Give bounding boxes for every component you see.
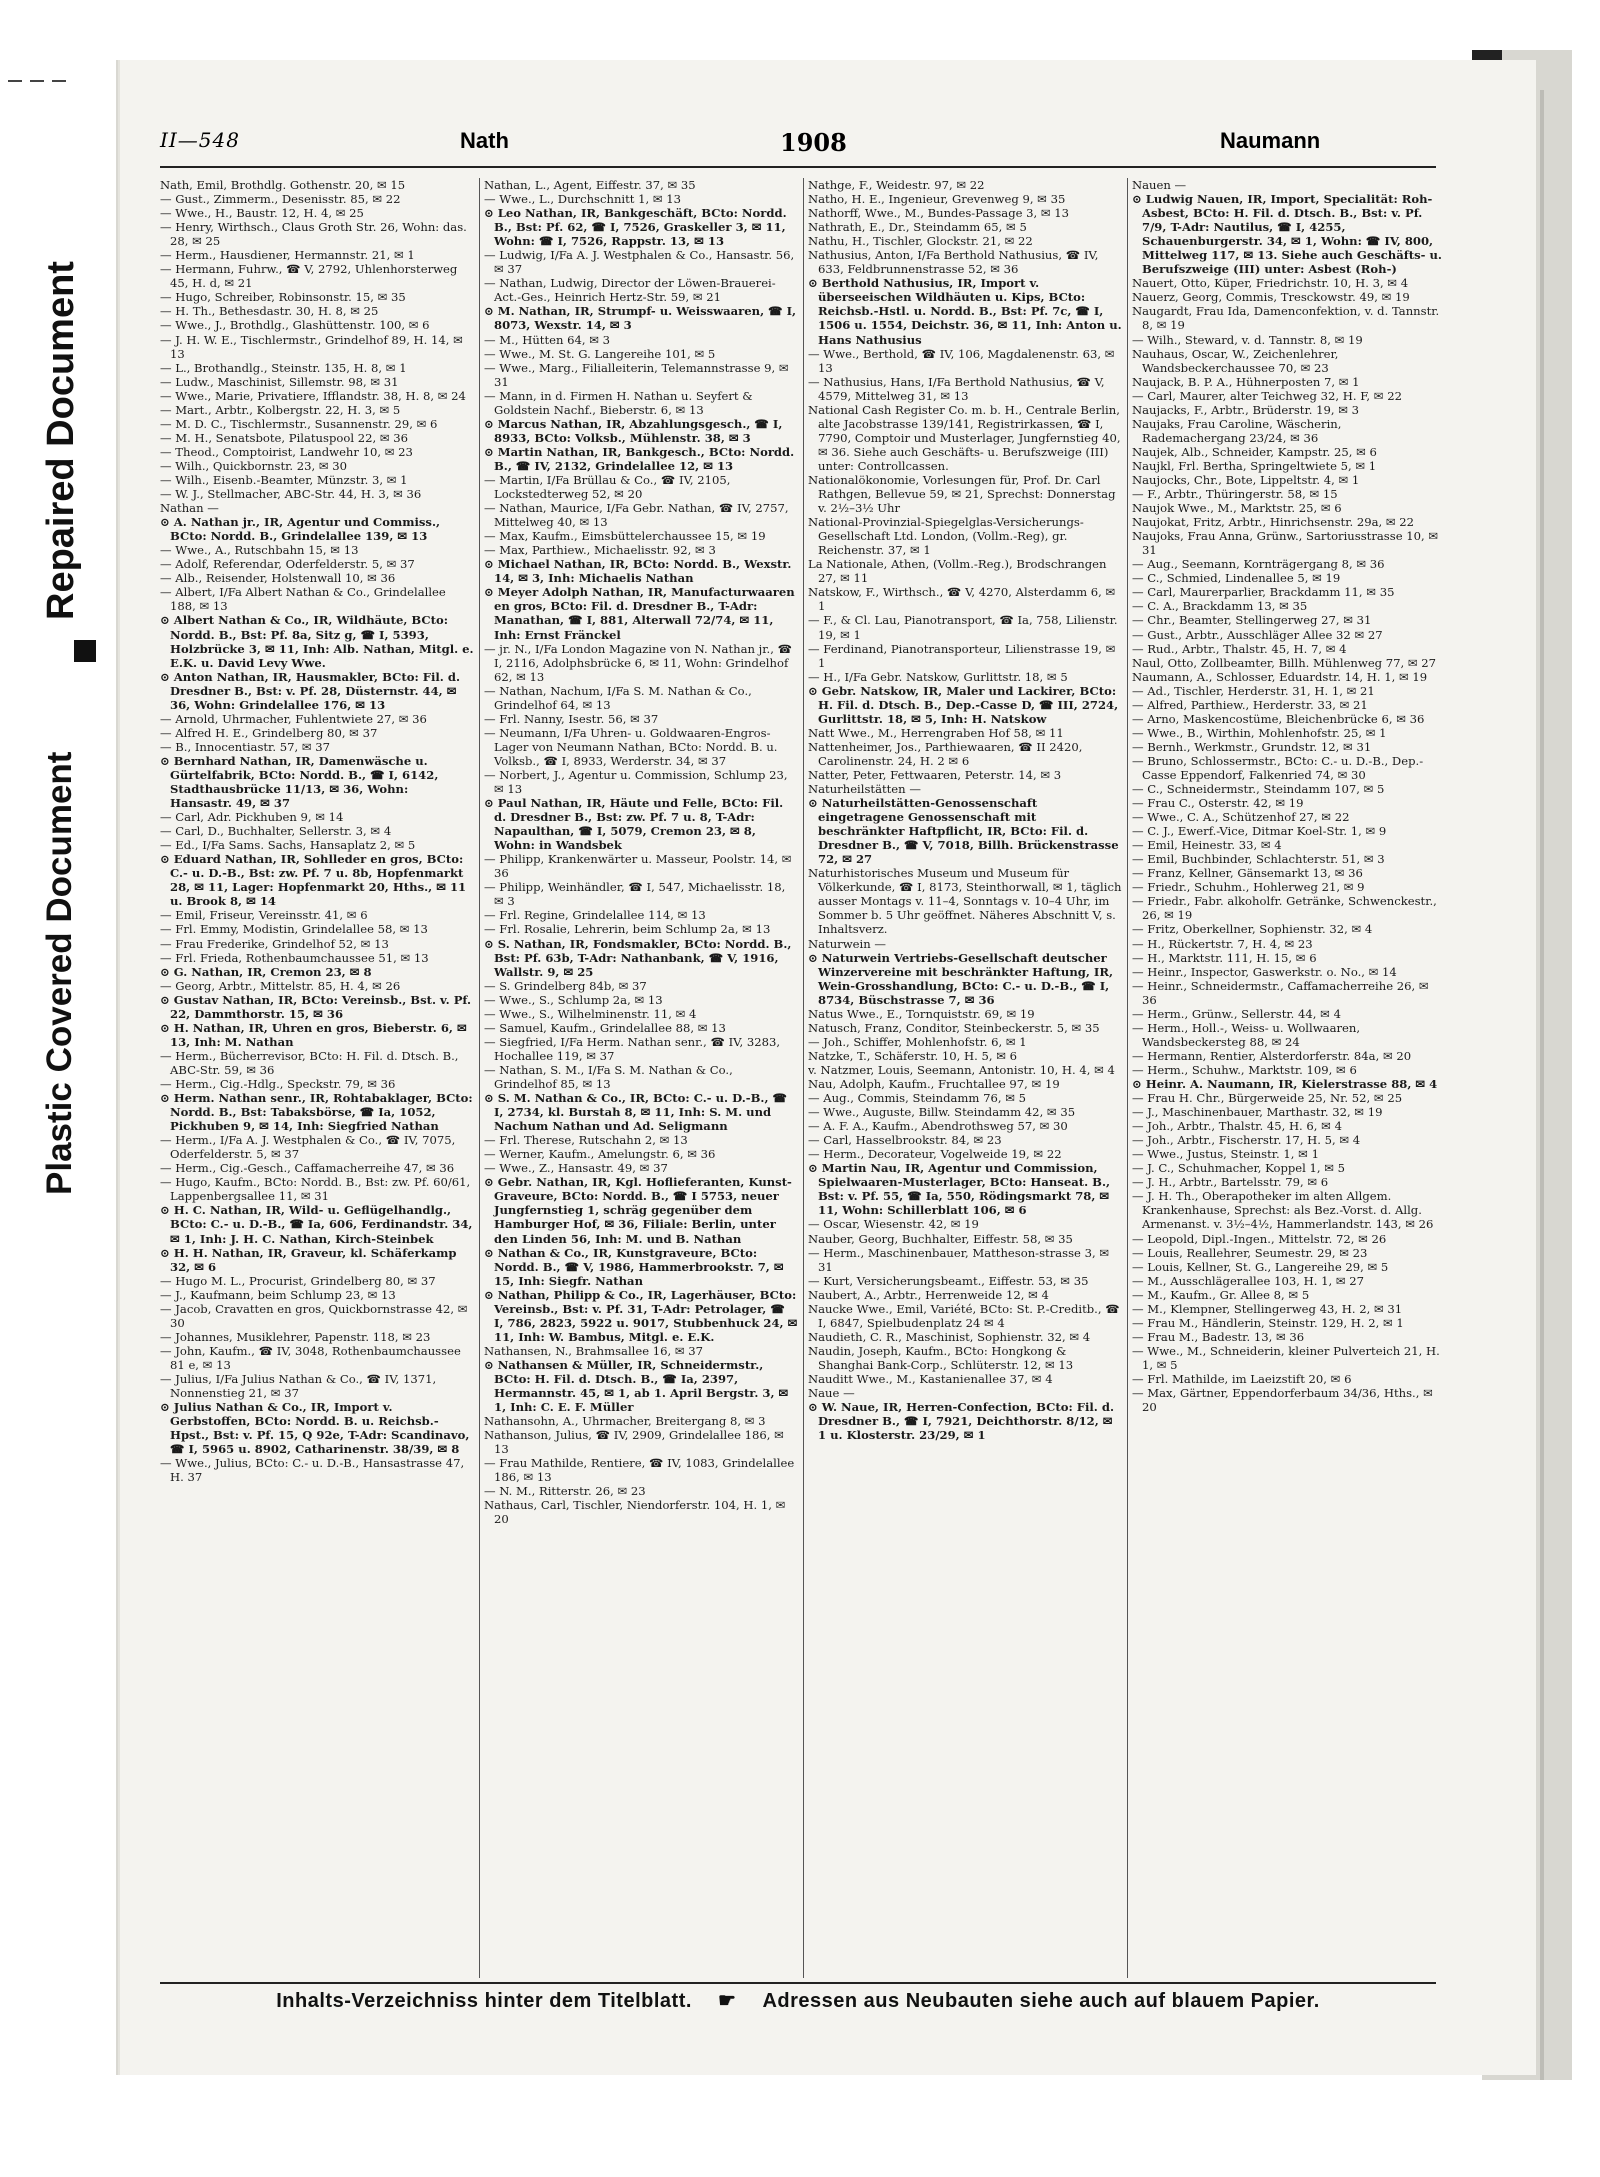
- directory-entry: ⊙ G. Nathan, IR, Cremon 23, ✉ 8: [160, 964, 372, 979]
- directory-entry: — Frl. Mathilde, im Laeizstift 20, ✉ 6: [1132, 1371, 1352, 1386]
- directory-entry: — Max, Gärtner, Eppendorferbaum 34/36, Hths., ✉ 20: [1132, 1386, 1433, 1415]
- column-divider: [803, 178, 804, 1978]
- directory-entry: — Ed., I/Fa Sams. Sachs, Hansaplatz 2, ✉ 5: [160, 838, 416, 853]
- directory-entry: — Ferdinand, Pianotransporteur, Lilienstrasse 19, ✉ 1: [808, 641, 1116, 670]
- directory-entry: — Wilh., Steward, v. d. Tannstr. 8, ✉ 19: [1132, 332, 1363, 347]
- directory-entry: — Frl. Emmy, Modistin, Grindelallee 58, ✉ 13: [160, 922, 428, 937]
- directory-entry: — Herm., Hausdiener, Hermannstr. 21, ✉ 1: [160, 248, 415, 263]
- directory-entry: — Wwe., Auguste, Billw. Steindamm 42, ✉ 35: [808, 1105, 1076, 1120]
- page-header: [160, 128, 1440, 162]
- directory-entry: — Werner, Kaufm., Amelungstr. 6, ✉ 36: [484, 1147, 716, 1162]
- directory-entry: ⊙ Martin Nau, IR, Agentur und Commission, Spielwaaren-Musterlager, BCto: Hanseat. B., Bst: v. Pf. 55, ☎ Ia, 550, Rödingsmarkt 78, ✉ 11, Wohn: Schillerblatt 106, ✉ 6: [808, 1161, 1111, 1218]
- directory-entry: — Georg, Arbtr., Mittelstr. 85, H. 4, ✉ 26: [160, 978, 401, 993]
- directory-entry: — Wwe., C. A., Schützenhof 27, ✉ 22: [1132, 810, 1350, 825]
- directory-column-3: [808, 178, 1122, 1976]
- directory-entry: Nathan, L., Agent, Eiffestr. 37, ✉ 35: [484, 178, 696, 192]
- directory-entry: — F., & Cl. Lau, Pianotransport, ☎ Ia, 758, Lilienstr. 19, ✉ 1: [808, 613, 1118, 642]
- directory-entry: ⊙ S. M. Nathan & Co., IR, BCto: C.- u. D.-B., ☎ I, 2734, kl. Burstah 8, ✉ 11, Inh: S. M. und Nachum Nathan und Ad. Seligmann: [484, 1091, 787, 1134]
- directory-entry: — J. H. Th., Oberapotheker im alten Allgem. Krankenhause, Sprechst: als Bez.-Vorst. d. Allg. Armenanst. v. 3½–4½, Hammerlandstr. 143, ✉ 26: [1132, 1189, 1434, 1232]
- directory-entry: — Nathan, Maurice, I/Fa Gebr. Nathan, ☎ IV, 2757, Mittelweg 40, ✉ 13: [484, 501, 789, 530]
- directory-entry: Natzke, T., Schäferstr. 10, H. 5, ✉ 6: [808, 1048, 1018, 1063]
- directory-entry: — Frau M., Badestr. 13, ✉ 36: [1132, 1329, 1305, 1344]
- directory-entry: — H., Rückertstr. 7, H. 4, ✉ 23: [1132, 936, 1313, 951]
- directory-entry: — M., Ausschlägerallee 103, H. 1, ✉ 27: [1132, 1273, 1364, 1288]
- directory-entry: — Bernh., Werkmstr., Grundstr. 12, ✉ 31: [1132, 739, 1372, 754]
- directory-entry: — Max, Kaufm., Eimsbüttelerchaussee 15, ✉ 19: [484, 529, 766, 544]
- directory-entry: ⊙ H. H. Nathan, IR, Graveur, kl. Schäferkamp 32, ✉ 6: [160, 1245, 457, 1274]
- edge-dash: [52, 80, 66, 82]
- directory-entry: — Theod., Comptoirist, Landwehr 10, ✉ 23: [160, 444, 413, 459]
- directory-entry: Naue —: [808, 1386, 855, 1401]
- directory-entry: Natusch, Franz, Conditor, Steinbeckerstr. 5, ✉ 35: [808, 1020, 1100, 1035]
- column-divider: [479, 178, 480, 1978]
- directory-entry: Nathan —: [160, 501, 219, 516]
- directory-entry: — Wwe., J., Brothdlg., Glashüttenstr. 100, ✉ 6: [160, 318, 430, 333]
- directory-entry: — John, Kaufm., ☎ IV, 3048, Rothenbaumchaussee 81 e, ✉ 13: [160, 1343, 461, 1372]
- directory-entry: ⊙ Nathan, Philipp & Co., IR, Lagerhäuser, BCto: Vereinsb., Bst: v. Pf. 31, T-Adr: Petrolager, ☎ I, 786, 2823, 5922 u. 9017, Stubbenhuck 24, ✉ 11, Inh: W. Bambus, Mitgl. e. E.K.: [484, 1287, 798, 1344]
- directory-entry: Nathansen, N., Brahmsallee 16, ✉ 37: [484, 1343, 704, 1358]
- directory-entry: Naujok Wwe., M., Marktstr. 25, ✉ 6: [1132, 501, 1342, 516]
- directory-entry: — Alb., Reisender, Holstenwall 10, ✉ 36: [160, 571, 396, 586]
- directory-entry: — Samuel, Kaufm., Grindelallee 88, ✉ 13: [484, 1020, 726, 1035]
- directory-entry: ⊙ W. Naue, IR, Herren-Confection, BCto: Fil. d. Dresdner B., ☎ I, 7921, Deichthorstr. 8/12, ✉ 1 u. Klosterstr. 23/29, ✉ 1: [808, 1400, 1115, 1443]
- directory-entry: ⊙ S. Nathan, IR, Fondsmakler, BCto: Nordd. B., Bst: Pf. 63b, T-Adr: Nathanbank, ☎ V, 1916, Wallstr. 9, ✉ 25: [484, 936, 792, 979]
- directory-entry: — A. F. A., Kaufm., Abendrothsweg 57, ✉ 30: [808, 1119, 1068, 1134]
- directory-entry: — Carl, Maurerparlier, Brackdamm 11, ✉ 35: [1132, 585, 1395, 600]
- directory-entry: Nathorff, Wwe., M., Bundes-Passage 3, ✉ 13: [808, 206, 1070, 221]
- column-divider: [1127, 178, 1128, 1978]
- directory-entry: — N. M., Ritterstr. 26, ✉ 23: [484, 1484, 646, 1499]
- directory-entry: — C. A., Brackdamm 13, ✉ 35: [1132, 599, 1308, 614]
- directory-entry: — Herm., Maschinenbauer, Mattheson-strasse 3, ✉ 31: [808, 1245, 1110, 1274]
- directory-entry: — Alfred, Parthiew., Herderstr. 33, ✉ 21: [1132, 697, 1368, 712]
- directory-entry: — Carl, Adr. Pickhuben 9, ✉ 14: [160, 810, 344, 825]
- directory-entry: — Chr., Beamter, Stellingerweg 27, ✉ 31: [1132, 613, 1372, 628]
- directory-entry: — Carl, Maurer, alter Teichweg 32, H. F, ✉ 22: [1132, 388, 1402, 403]
- directory-entry: ⊙ Eduard Nathan, IR, Sohlleder en gros, BCto: C.- u. D.-B., Bst: zw. Pf. 7 u. 8b, Hopfenmarkt 28, ✉ 11, Lager: Hopfenmarkt 20, Hths., ✉ 11 u. Brook 8, ✉ 14: [160, 852, 467, 909]
- directory-entry: — Herm., Decorateur, Vogelweide 19, ✉ 22: [808, 1147, 1062, 1162]
- side-label-strip: [0, 0, 100, 2177]
- edge-dash: [30, 80, 44, 82]
- directory-entry: — Frau Mathilde, Rentiere, ☎ IV, 1083, Grindelallee 186, ✉ 13: [484, 1456, 795, 1485]
- directory-entry: Nathusius, Anton, I/Fa Berthold Nathusius, ☎ IV, 633, Feldbrunnenstrasse 52, ✉ 36: [808, 248, 1099, 277]
- directory-entry: — Hugo, Kaufm., BCto: Nordd. B., Bst: zw. Pf. 60/61, Lappenbergsallee 11, ✉ 31: [160, 1175, 471, 1204]
- directory-entry: — Wwe., Marie, Privatiere, Ifflandstr. 38, H. 8, ✉ 24: [160, 388, 466, 403]
- directory-entry: Naugardt, Frau Ida, Damenconfektion, v. d. Tannstr. 8, ✉ 19: [1132, 304, 1440, 333]
- directory-entry: Nathge, F., Weidestr. 97, ✉ 22: [808, 178, 985, 192]
- header-right-word: Naumann: [1220, 128, 1321, 153]
- directory-entry: — F., Arbtr., Thüringerstr. 58, ✉ 15: [1132, 487, 1338, 502]
- directory-entry: — C., Schneidermstr., Steindamm 107, ✉ 5: [1132, 782, 1385, 797]
- directory-entry: Nath, Emil, Brothdlg. Gothenstr. 20, ✉ 15: [160, 178, 406, 192]
- directory-entry: Naudin, Joseph, Kaufm., BCto: Hongkong & Shanghai Bank-Corp., Schlüterstr. 12, ✉ 13: [808, 1343, 1074, 1372]
- directory-entry: — Alfred H. E., Grindelberg 80, ✉ 37: [160, 725, 378, 740]
- directory-entry: — Fritz, Oberkellner, Sophienstr. 32, ✉ 4: [1132, 922, 1373, 937]
- directory-entry: ⊙ Albert Nathan & Co., IR, Wildhäute, BCto: Nordd. B., Bst: Pf. 8a, Sitz g, ☎ I, 5393, Holzbrücke 3, ✉ 11, Inh: Alb. Nathan, Mitgl. e. E.K. u. David Levy Wwe.: [160, 613, 474, 670]
- directory-entry: — Arno, Maskencostüme, Bleichenbrücke 6, ✉ 36: [1132, 711, 1425, 726]
- directory-entry: — Frl. Frieda, Rothenbaumchaussee 51, ✉ 13: [160, 950, 429, 965]
- page-footer: [160, 1988, 1436, 2018]
- directory-entry: — Ludwig, I/Fa A. J. Westphalen & Co., Hansastr. 56, ✉ 37: [484, 248, 795, 277]
- directory-entry: ⊙ Paul Nathan, IR, Häute und Felle, BCto: Fil. d. Dresdner B., Bst: zw. Pf. 7 u. 8, T-Adr: Napaulthan, ☎ I, 5079, Cremon 23, ✉ 8, Wohn: in Wandsbek: [484, 796, 784, 853]
- directory-entry: Naujacks, F., Arbtr., Brüderstr. 19, ✉ 3: [1132, 402, 1359, 417]
- directory-entry: Naujack, B. P. A., Hühnerposten 7, ✉ 1: [1132, 374, 1360, 389]
- directory-entry: Nauert, Otto, Küper, Friedrichstr. 10, H. 3, ✉ 4: [1132, 276, 1409, 291]
- directory-entry: — Philipp, Weinhändler, ☎ I, 547, Michaelisstr. 18, ✉ 3: [484, 880, 786, 909]
- header-year: 1908: [780, 128, 847, 157]
- directory-entry: — Wwe., H., Baustr. 12, H. 4, ✉ 25: [160, 206, 364, 221]
- directory-entry: v. Natzmer, Louis, Seemann, Antonistr. 10, H. 4, ✉ 4: [808, 1062, 1115, 1077]
- directory-entry: — M., Kaufm., Gr. Allee 8, ✉ 5: [1132, 1287, 1310, 1302]
- directory-entry: — Johannes, Musiklehrer, Papenstr. 118, ✉ 23: [160, 1329, 431, 1344]
- directory-entry: ⊙ Naturheilstätten-Genossenschaft eingetragene Genossenschaft mit beschränkter Haftpflicht, IR, BCto: Fil. d. Dresdner B., ☎ V, 7018, Billh. Brückenstrasse 72, ✉ 27: [808, 796, 1119, 867]
- directory-entry: ⊙ M. Nathan, IR, Strumpf- u. Weisswaaren, ☎ I, 8073, Wexstr. 14, ✉ 3: [484, 304, 797, 333]
- directory-entry: — Wwe., L., Durchschnitt 1, ✉ 13: [484, 192, 682, 207]
- pointing-hand-icon: ☛: [717, 1990, 737, 2012]
- directory-entry: — Arnold, Uhrmacher, Fuhlentwiete 27, ✉ 36: [160, 711, 427, 726]
- directory-entry: ⊙ H. Nathan, IR, Uhren en gros, Bieberstr. 6, ✉ 13, Inh: M. Nathan: [160, 1020, 467, 1049]
- directory-entry: Naujek, Alb., Schneider, Kampstr. 25, ✉ 6: [1132, 444, 1377, 459]
- directory-entry: Nathu, H., Tischler, Glockstr. 21, ✉ 22: [808, 234, 1033, 249]
- directory-entry: — J., Kaufmann, beim Schlump 23, ✉ 13: [160, 1287, 396, 1302]
- directory-entry: Natus Wwe., E., Tornquiststr. 69, ✉ 19: [808, 1006, 1035, 1021]
- spine-edge: [1540, 90, 1544, 2080]
- directory-entry: ⊙ Berthold Nathusius, IR, Import v. überseeischen Wildhäuten u. Kips, BCto: Reichsb.-Hstl. u. Nordd. B., Bst: Pf. 7c, ☎ I, 1506 u. 1554, Deichstr. 36, ✉ 11, Inh: Anton u. Hans Nathusius: [808, 276, 1122, 347]
- directory-entry: — Hugo M. L., Procurist, Grindelberg 80, ✉ 37: [160, 1273, 436, 1288]
- footer-index-note: Inhalts-Verzeichniss hinter dem Titelblatt.: [276, 1990, 692, 2012]
- directory-entry: — Friedr., Fabr. alkoholfr. Getränke, Schwenckestr., 26, ✉ 19: [1132, 894, 1437, 923]
- directory-entry: — Heinr., Schneidermstr., Caffamacherreihe 26, ✉ 36: [1132, 978, 1429, 1007]
- directory-entry: ⊙ Marcus Nathan, IR, Abzahlungsgesch., ☎ I, 8933, BCto: Volksb., Mühlenstr. 38, ✉ 3: [484, 416, 783, 445]
- directory-entry: — Frau H. Chr., Bürgerweide 25, Nr. 52, ✉ 25: [1132, 1091, 1403, 1106]
- directory-entry: Natter, Peter, Fettwaaren, Peterstr. 14, ✉ 3: [808, 767, 1062, 782]
- directory-entry: — Joh., Schiffer, Mohlenhofstr. 6, ✉ 1: [808, 1034, 1027, 1049]
- directory-entry: — Herm., Holl.-, Weiss- u. Wollwaaren, Wandsbeckersteg 88, ✉ 24: [1132, 1020, 1361, 1049]
- directory-entry: — Frau C., Osterstr. 42, ✉ 19: [1132, 796, 1304, 811]
- directory-entry: Naujocks, Chr., Bote, Lippeltstr. 4, ✉ 1: [1132, 472, 1360, 487]
- directory-entry: — Philipp, Krankenwärter u. Masseur, Poolstr. 14, ✉ 36: [484, 852, 792, 881]
- directory-entry: — Jacob, Cravatten en gros, Quickbornstrasse 42, ✉ 30: [160, 1301, 468, 1330]
- directory-entry: — Kurt, Versicherungsbeamt., Eiffestr. 53, ✉ 35: [808, 1273, 1089, 1288]
- directory-entry: — Wwe., Julius, BCto: C.- u. D.-B., Hansastrasse 47, H. 37: [160, 1456, 465, 1485]
- directory-entry: — S. Grindelberg 84b, ✉ 37: [484, 978, 647, 993]
- directory-entry: — J. C., Schuhmacher, Koppel 1, ✉ 5: [1132, 1161, 1346, 1176]
- directory-entry: — Herm., Bücherrevisor, BCto: H. Fil. d. Dtsch. B., ABC-Str. 59, ✉ 36: [160, 1048, 459, 1077]
- directory-entry: ⊙ A. Nathan jr., IR, Agentur und Commiss., BCto: Nordd. B., Grindelallee 139, ✉ 13: [160, 515, 441, 544]
- directory-entry: Natskow, F., Wirthsch., ☎ V, 4270, Alsterdamm 6, ✉ 1: [808, 585, 1116, 614]
- directory-entry: Nathanson, Julius, ☎ IV, 2909, Grindelallee 186, ✉ 13: [484, 1428, 784, 1457]
- directory-entry: — Julius, I/Fa Julius Nathan & Co., ☎ IV, 1371, Nonnenstieg 21, ✉ 37: [160, 1371, 437, 1401]
- directory-entry: — Rud., Arbtr., Thalstr. 45, H. 7, ✉ 4: [1132, 641, 1347, 656]
- directory-entry: ⊙ Herm. Nathan senr., IR, Rohtabaklager, BCto: Nordd. B., Bst: Tabaksbörse, ☎ Ia, 1052, Pickhuben 9, ✉ 14, Inh: Siegfried Nathan: [160, 1091, 473, 1134]
- directory-entry: Natt Wwe., M., Herrengraben Hof 58, ✉ 11: [808, 725, 1064, 740]
- directory-entry: Nau, Adolph, Kaufm., Fruchtallee 97, ✉ 19: [808, 1077, 1060, 1091]
- directory-entry: Naucke Wwe., Emil, Variété, BCto: St. P.-Creditb., ☎ I, 6847, Spielbudenplatz 24 ✉ 4: [808, 1301, 1120, 1330]
- directory-entry: — Nathan, Nachum, I/Fa S. M. Nathan & Co., Grindelhof 64, ✉ 13: [484, 683, 752, 712]
- directory-entry: — Martin, I/Fa Brüllau & Co., ☎ IV, 2105, Lockstedterweg 52, ✉ 20: [484, 472, 731, 502]
- plastic-covered-label: Plastic Covered Document: [40, 751, 79, 1195]
- directory-entry: Naujkl, Frl. Bertha, Springeltwiete 5, ✉ 1: [1132, 458, 1377, 473]
- directory-entry: ⊙ Meyer Adolph Nathan, IR, Manufacturwaaren en gros, BCto: Fil. d. Dresdner B., T-Adr: Manathan, ☎ I, 881, Alterwall 72/74, ✉ 11, Inh: Ernst Fränckel: [484, 585, 795, 642]
- directory-entry: — Carl, D., Buchhalter, Sellerstr. 3, ✉ 4: [160, 824, 392, 839]
- directory-entry: ⊙ Gebr. Natskow, IR, Maler und Lackirer, BCto: H. Fil. d. Dtsch. B., Dep.-Casse D, ☎ III, 2724, Gurlittstr. 18, ✉ 5, Inh: H. Natskow: [808, 683, 1119, 726]
- directory-entry: — Siegfried, I/Fa Herm. Nathan senr., ☎ IV, 3283, Hochallee 119, ✉ 37: [484, 1034, 781, 1063]
- directory-column-4: [1132, 178, 1446, 1976]
- directory-entry: Naubert, A., Arbtr., Herrenweide 12, ✉ 4: [808, 1287, 1049, 1302]
- footer-addresses-note: Adressen aus Neubauten siehe auch auf blauem Papier.: [762, 1990, 1320, 2012]
- directory-entry: — jr. N., I/Fa London Magazine von N. Nathan jr., ☎ I, 2116, Adolphsbrücke 6, ✉ 11, Wohn: Grindelhof 62, ✉ 13: [484, 641, 793, 684]
- directory-entry: — Adolf, Referendar, Oderfelderstr. 5, ✉ 37: [160, 557, 415, 572]
- directory-entry: — Nathan, Ludwig, Director der Löwen-Brauerei-Act.-Ges., Heinrich Hertz-Str. 59, ✉ 21: [484, 276, 776, 305]
- directory-entry: — Franz, Kellner, Gänsemarkt 13, ✉ 36: [1132, 866, 1363, 881]
- directory-entry: — Herm., I/Fa A. J. Westphalen & Co., ☎ IV, 7075, Oderfelderstr. 5, ✉ 37: [160, 1133, 456, 1162]
- directory-entry: — Mann, in d. Firmen H. Nathan u. Seyfert & Goldstein Nachf., Bieberstr. 6, ✉ 13: [484, 388, 753, 417]
- directory-entry: — Hugo, Schreiber, Robinsonstr. 15, ✉ 35: [160, 290, 406, 305]
- directory-column-1: [160, 178, 474, 1976]
- directory-entry: — Louis, Reallehrer, Seumestr. 29, ✉ 23: [1132, 1245, 1368, 1260]
- directory-entry: — Nathusius, Hans, I/Fa Berthold Nathusius, ☎ V, 4579, Mittelweg 31, ✉ 13: [808, 374, 1105, 403]
- directory-entry: — H., I/Fa Gebr. Natskow, Gurlittstr. 18, ✉ 5: [808, 669, 1068, 684]
- directory-entry: ⊙ Julius Nathan & Co., IR, Import v. Gerbstoffen, BCto: Nordd. B. u. Reichsb.-Hpst., Bst: v. Pf. 15, Q 92e, T-Adr: Scandinavo, ☎ I, 5965 u. 8902, Catharinenstr. 38/39, ✉ 8: [160, 1400, 470, 1457]
- directory-entry: — Wwe., Marg., Filialleiterin, Telemannstrasse 9, ✉ 31: [484, 360, 789, 389]
- directory-entry: — Herm., Schuhw., Marktstr. 109, ✉ 6: [1132, 1062, 1357, 1077]
- footer-rule: [160, 1982, 1436, 1984]
- directory-entry: — Hermann, Fuhrw., ☎ V, 2792, Uhlenhorsterweg 45, H. d, ✉ 21: [160, 262, 458, 291]
- directory-entry: ⊙ Gebr. Nathan, IR, Kgl. Hoflieferanten, Kunst-Graveure, BCto: Nordd. B., ☎ I 5753, neuer Jungfernstieg 1, schräg gegenüber dem Hamburger Hof, ✉ 36, Filiale: Berlin, unter den Linden 56, Inh: M. und B. Nathan: [484, 1175, 792, 1246]
- directory-entry: — Wwe., S., Wilhelminenstr. 11, ✉ 4: [484, 1006, 697, 1021]
- directory-entry: — L., Brothandlg., Steinstr. 135, H. 8, ✉ 1: [160, 360, 407, 375]
- directory-entry: ⊙ Nathansen & Müller, IR, Schneidermstr., BCto: H. Fil. d. Dtsch. B., ☎ Ia, 2397, Hermannstr. 45, ✉ 1, ab 1. April Bergstr. 3, ✉ 1, Inh: C. E. F. Müller: [484, 1357, 789, 1415]
- directory-entry: — H., Marktstr. 111, H. 15, ✉ 6: [1132, 950, 1317, 965]
- directory-entry: Naturwein —: [808, 936, 886, 951]
- directory-entry: — Joh., Arbtr., Fischerstr. 17, H. 5, ✉ 4: [1132, 1133, 1361, 1148]
- directory-entry: — Frl. Rosalie, Lehrerin, beim Schlump 2a, ✉ 13: [484, 922, 771, 937]
- edge-dash: [8, 80, 22, 82]
- directory-entry: — Gust., Zimmerm., Desenisstr. 85, ✉ 22: [160, 192, 401, 207]
- directory-entry: ⊙ Ludwig Nauen, IR, Import, Specialität: Roh-Asbest, BCto: H. Fil. d. Dtsch. B., Bst: v. Pf. 7/9, T-Adr: Nautilus, ☎ I, 4255, Schauenburgerstr. 34, ✉ 1, Wohn: ☎ IV, 800, Mittelweg 117, ✉ 13. Siehe auch Geschäfts- u. Berufszweige (III) unter: Asbest (Roh-): [1132, 192, 1442, 277]
- directory-entry: ⊙ Nathan & Co., IR, Kunstgraveure, BCto: Nordd. B., ☎ V, 1986, Hammerbrookstr. 7, ✉ 15, Inh: Siegfr. Nathan: [484, 1245, 784, 1288]
- directory-column-2: [484, 178, 798, 1976]
- directory-entry: — Norbert, J., Agentur u. Commission, Schlump 23, ✉ 13: [484, 767, 788, 797]
- directory-entry: — Oscar, Wiesenstr. 42, ✉ 19: [808, 1217, 979, 1232]
- directory-entry: — Frau M., Händlerin, Steinstr. 129, H. 2, ✉ 1: [1132, 1315, 1404, 1330]
- directory-entry: Nauditt Wwe., M., Kastanienallee 37, ✉ 4: [808, 1371, 1053, 1386]
- directory-entry: — Wwe., Justus, Steinstr. 1, ✉ 1: [1132, 1147, 1319, 1162]
- directory-entry: — Herm., Cig.-Gesch., Caffamacherreihe 47, ✉ 36: [160, 1161, 455, 1176]
- directory-entry: — M. D. C., Tischlermstr., Susannenstr. 29, ✉ 6: [160, 416, 438, 431]
- directory-entry: ⊙ Gustav Nathan, IR, BCto: Vereinsb., Bst. v. Pf. 22, Dammthorstr. 15, ✉ 36: [160, 992, 472, 1021]
- directory-entry: La Nationale, Athen, (Vollm.-Reg.), Brodschrangen 27, ✉ 11: [808, 557, 1107, 586]
- directory-entry: ⊙ Bernhard Nathan, IR, Damenwäsche u. Gürtelfabrik, BCto: Nordd. B., ☎ I, 6142, Stadthausbrücke 11/13, ✉ 36, Wohn: Hansastr. 49, ✉ 37: [160, 753, 439, 811]
- directory-entry: ⊙ Michael Nathan, IR, BCto: Nordd. B., Wexstr. 14, ✉ 3, Inh: Michaelis Nathan: [484, 557, 792, 586]
- directory-entry: Nauen —: [1132, 178, 1187, 192]
- directory-entry: — Herm., Cig.-Hdlg., Speckstr. 79, ✉ 36: [160, 1077, 396, 1091]
- directory-entry: — Wwe., Berthold, ☎ IV, 106, Magdalenenstr. 63, ✉ 13: [808, 346, 1115, 375]
- directory-entry: — B., Innocentiastr. 57, ✉ 37: [160, 739, 330, 754]
- directory-entry: — Neumann, I/Fa Uhren- u. Goldwaaren-Engros-Lager von Neumann Nathan, BCto: Nordd. B. u. Volksb., ☎ I, 8933, Werderstr. 34, ✉ 37: [484, 725, 778, 768]
- header-rule: [160, 166, 1436, 168]
- directory-entry: — Wwe., M., Schneiderin, kleiner Pulverteich 21, H. 1, ✉ 5: [1132, 1343, 1440, 1372]
- label-separator-mark: [74, 640, 96, 662]
- directory-entry: — J., Maschinenbauer, Marthastr. 32, ✉ 19: [1132, 1105, 1383, 1120]
- directory-entry: — Frl. Regine, Grindelallee 114, ✉ 13: [484, 908, 706, 923]
- directory-entry: Naturheilstätten —: [808, 782, 921, 797]
- directory-entry: Natho, H. E., Ingenieur, Grevenweg 9, ✉ 35: [808, 192, 1066, 207]
- directory-entry: ⊙ Heinr. A. Naumann, IR, Kielerstrasse 88, ✉ 4: [1132, 1077, 1438, 1091]
- directory-entry: Naul, Otto, Zollbeamter, Billh. Mühlenweg 77, ✉ 27: [1132, 655, 1437, 670]
- directory-entry: Nauhaus, Oscar, W., Zeichenlehrer, Wandsbeckerchaussee 70, ✉ 23: [1132, 346, 1339, 375]
- directory-entry: Naujokat, Fritz, Arbtr., Hinrichsenstr. 29a, ✉ 22: [1132, 515, 1415, 530]
- directory-entry: — Wilh., Quickbornstr. 23, ✉ 30: [160, 458, 348, 473]
- directory-entry: — Wwe., A., Rutschbahn 15, ✉ 13: [160, 543, 359, 558]
- directory-entry: — Wwe., S., Schlump 2a, ✉ 13: [484, 992, 663, 1007]
- directory-entry: Naumann, A., Schlosser, Eduardstr. 14, H. 1, ✉ 19: [1132, 669, 1428, 684]
- directory-entry: — Emil, Friseur, Vereinsstr. 41, ✉ 6: [160, 908, 368, 923]
- directory-entry: — Mart., Arbtr., Kolbergstr. 22, H. 3, ✉ 5: [160, 402, 401, 417]
- directory-entry: — Herm., Grünw., Sellerstr. 44, ✉ 4: [1132, 1006, 1341, 1021]
- directory-entry: Nauerz, Georg, Commis, Tresckowstr. 49, ✉ 19: [1132, 290, 1410, 305]
- directory-entry: — J. H., Arbtr., Bartelsstr. 79, ✉ 6: [1132, 1175, 1329, 1190]
- directory-entry: ⊙ Martin Nathan, IR, Bankgesch., BCto: Nordd. B., ☎ IV, 2132, Grindelallee 12, ✉ 13: [484, 444, 795, 473]
- directory-entry: — Bruno, Schlossermstr., BCto: C.- u. D.-B., Dep.-Casse Eppendorf, Falkenried 74, ✉ 30: [1132, 753, 1424, 782]
- directory-entry: — W. J., Stellmacher, ABC-Str. 44, H. 3, ✉ 36: [160, 487, 422, 502]
- directory-entry: — Emil, Buchbinder, Schlachterstr. 51, ✉ 3: [1132, 852, 1385, 867]
- header-left-word: Nath: [460, 128, 509, 153]
- directory-entry: — C., Schmied, Lindenallee 5, ✉ 19: [1132, 571, 1341, 586]
- directory-entry: — Friedr., Schuhm., Hohlerweg 21, ✉ 9: [1132, 880, 1365, 895]
- directory-entry: — M., Hütten 64, ✉ 3: [484, 332, 611, 347]
- directory-entry: Nattenheimer, Jos., Parthiewaaren, ☎ II 2420, Carolinenstr. 24, H. 2 ✉ 6: [808, 739, 1083, 768]
- directory-entry: National-Provinzial-Spiegelglas-Versicherungs-Gesellschaft Ltd. London, (Vollm.-Reg), gr. Reichenstr. 37, ✉ 1: [808, 515, 1084, 558]
- page-number: II—548: [160, 128, 240, 152]
- directory-entry: — Aug., Seemann, Kornträgergang 8, ✉ 36: [1132, 557, 1385, 572]
- directory-entry: — Wilh., Eisenb.-Beamter, Münzstr. 3, ✉ 1: [160, 472, 408, 487]
- directory-entry: ⊙ Naturwein Vertriebs-Gesellschaft deutscher Winzervereine mit beschränkter Haftung, IR, Wein-Grosshandlung, BCto: C.- u. D.-B., ☎ I, 8734, Büschstrasse 7, ✉ 36: [808, 950, 1114, 1007]
- directory-entry: — J. H. W. E., Tischlermstr., Grindelhof 89, H. 14, ✉ 13: [160, 332, 463, 361]
- directory-entry: — Joh., Arbtr., Thalstr. 45, H. 6, ✉ 4: [1132, 1119, 1342, 1134]
- directory-entry: — Louis, Kellner, St. G., Langereihe 29, ✉ 5: [1132, 1259, 1389, 1274]
- directory-entry: Nathaus, Carl, Tischler, Niendorferstr. 104, H. 1, ✉ 20: [484, 1498, 786, 1527]
- directory-entry: Nathrath, E., Dr., Steindamm 65, ✉ 5: [808, 220, 1027, 235]
- directory-entry: — Frl. Nanny, Isestr. 56, ✉ 37: [484, 711, 659, 726]
- directory-entry: — C. J., Ewerf.-Vice, Ditmar Koel-Str. 1, ✉ 9: [1132, 824, 1387, 839]
- directory-entry: — Gust., Arbtr., Ausschläger Allee 32 ✉ 27: [1132, 627, 1383, 642]
- directory-entry: Naujaks, Frau Caroline, Wäscherin, Rademachergang 23/24, ✉ 36: [1132, 416, 1342, 445]
- directory-entry: — Albert, I/Fa Albert Nathan & Co., Grindelallee 188, ✉ 13: [160, 585, 446, 614]
- directory-entry: ⊙ Leo Nathan, IR, Bankgeschäft, BCto: Nordd. B., Bst: Pf. 62, ☎ I, 7526, Graskeller 3, ✉ 11, Wohn: ☎ I, 7526, Rappstr. 13, ✉ 13: [484, 206, 787, 249]
- directory-entry: — Wwe., B., Wirthin, Mohlenhofstr. 25, ✉ 1: [1132, 725, 1387, 740]
- directory-entry: ⊙ Anton Nathan, IR, Hausmakler, BCto: Fil. d. Dresdner B., Bst: v. Pf. 28, Düsternstr. 44, ✉ 36, Wohn: Grindelallee 176, ✉ 13: [160, 669, 461, 712]
- directory-entry: — Henry, Wirthsch., Claus Groth Str. 26, Wohn: das. 28, ✉ 25: [160, 220, 467, 249]
- directory-entry: — Hermann, Rentier, Alsterdorferstr. 84a, ✉ 20: [1132, 1048, 1412, 1063]
- directory-entry: — Heinr., Inspector, Gaswerkstr. o. No., ✉ 14: [1132, 964, 1397, 979]
- directory-entry: — Emil, Heinestr. 33, ✉ 4: [1132, 838, 1282, 853]
- directory-entry: Naturhistorisches Museum und Museum für Völkerkunde, ☎ I, 8173, Steinthorwall, ✉ 1, täglich ausser Montags v. 11–4, Sonntags v. 10–4 Uhr, im Sommer b. 5 Uhr geöffnet. Näheres Abschnitt V, s. Inhaltsverz.: [808, 866, 1122, 937]
- directory-entry: — Nathan, S. M., I/Fa S. M. Nathan & Co., Grindelhof 85, ✉ 13: [484, 1062, 733, 1091]
- directory-entry: — Ad., Tischler, Herderstr. 31, H. 1, ✉ 21: [1132, 683, 1375, 698]
- directory-entry: — Frau Frederike, Grindelhof 52, ✉ 13: [160, 936, 389, 951]
- directory-entry: ⊙ H. C. Nathan, IR, Wild- u. Geflügelhandlg., BCto: C.- u. D.-B., ☎ Ia, 606, Ferdinandstr. 34, ✉ 1, Inh: J. H. C. Nathan, Kirch-Steinbek: [160, 1203, 473, 1246]
- directory-entry: — M. H., Senatsbote, Pilatuspool 22, ✉ 36: [160, 430, 409, 445]
- directory-entry: — Max, Parthiew., Michaelisstr. 92, ✉ 3: [484, 543, 716, 558]
- directory-entry: Naudieth, C. R., Maschinist, Sophienstr. 32, ✉ 4: [808, 1329, 1091, 1344]
- directory-entry: Nauber, Georg, Buchhalter, Eiffestr. 58, ✉ 35: [808, 1231, 1073, 1246]
- directory-entry: — Wwe., M. St. G. Langereihe 101, ✉ 5: [484, 346, 716, 361]
- repaired-document-label: Repaired Document: [40, 261, 82, 620]
- directory-entry: — Leopold, Dipl.-Ingen., Mittelstr. 72, ✉ 26: [1132, 1231, 1387, 1246]
- directory-entry: — Carl, Hasselbrookstr. 84, ✉ 23: [808, 1133, 1002, 1148]
- directory-entry: — Ludw., Maschinist, Sillemstr. 98, ✉ 31: [160, 374, 399, 389]
- directory-entry: Naujoks, Frau Anna, Grünw., Sartoriusstrasse 10, ✉ 31: [1132, 529, 1439, 558]
- directory-entry: — Aug., Commis, Steindamm 76, ✉ 5: [808, 1091, 1027, 1106]
- directory-entry: — Wwe., Z., Hansastr. 49, ✉ 37: [484, 1161, 668, 1176]
- directory-entry: — Frl. Therese, Rutschahn 2, ✉ 13: [484, 1133, 688, 1148]
- directory-entry: — H. Th., Bethesdastr. 30, H. 8, ✉ 25: [160, 304, 379, 319]
- directory-entry: — M., Klempner, Stellingerweg 43, H. 2, ✉ 31: [1132, 1301, 1403, 1316]
- directory-entry: National Cash Register Co. m. b. H., Centrale Berlin, alte Jacobstrasse 139/141, Registrirkassen, ☎ I, 7790, Comptoir und Musterlager, Jungfernstieg 40, ✉ 36. Siehe auch Geschäfts- u. Berufszweige (III) unter: Controllcassen.: [808, 402, 1121, 473]
- directory-entry: Nathansohn, A., Uhrmacher, Breitergang 8, ✉ 3: [484, 1414, 766, 1429]
- directory-entry: Nationalökonomie, Vorlesungen für, Prof. Dr. Carl Rathgen, Bellevue 59, ✉ 21, Sprechst: Donnerstag v. 2½–3½ Uhr: [808, 472, 1116, 516]
